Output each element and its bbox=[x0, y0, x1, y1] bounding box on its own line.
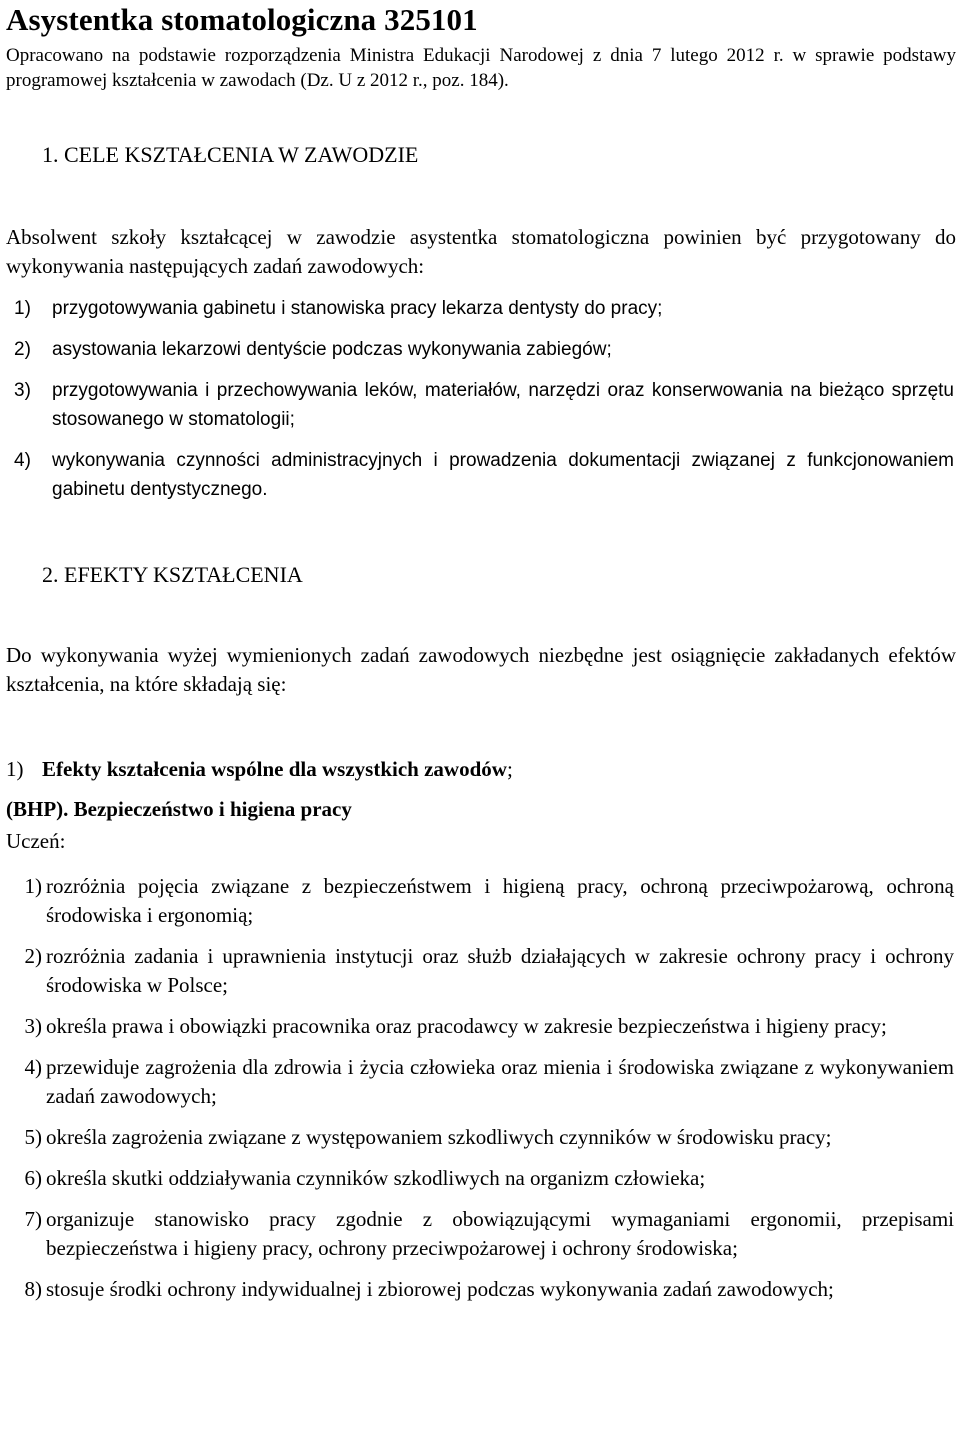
list-item-number: 1) bbox=[14, 298, 31, 319]
list-item-text: przygotowywania gabinetu i stanowiska pracy lekarza dentysty do pracy; bbox=[52, 298, 663, 319]
list-item bbox=[6, 1123, 956, 1152]
list-item-number: 4) bbox=[14, 450, 31, 471]
list-item bbox=[6, 1164, 956, 1193]
list-item-text: przygotowywania i przechowywania leków, materiałów, narzędzi oraz konserwowania na bieżąco sprzętu stosowanego w stomatologii; bbox=[52, 380, 954, 430]
list-item-text: określa prawa i obowiązki pracownika oraz pracodawcy w zakresie bezpieczeństwa i higieny pracy; bbox=[46, 1014, 887, 1038]
list-item-number: 5) bbox=[24, 1125, 42, 1149]
list-item bbox=[6, 335, 956, 364]
goals-list bbox=[6, 294, 956, 504]
section-heading-goals: 1. CELE KSZTAŁCENIA W ZAWODZIE bbox=[42, 142, 419, 167]
effects-subheading-number: 1) bbox=[6, 757, 24, 781]
list-item bbox=[6, 1205, 956, 1263]
list-item bbox=[6, 942, 956, 1000]
list-item bbox=[6, 872, 956, 930]
document-title: Asystentka stomatologiczna 325101 bbox=[6, 2, 478, 37]
list-item-text: przewiduje zagrożenia dla zdrowia i życia człowieka oraz mienia i środowiska związane z wykonywaniem zadań zawodowych; bbox=[46, 1055, 954, 1108]
student-label: Uczeń: bbox=[6, 829, 66, 853]
list-item-number: 8) bbox=[24, 1277, 42, 1301]
effects-subheading-end: ; bbox=[506, 757, 513, 781]
list-item bbox=[6, 1012, 956, 1041]
list-item bbox=[6, 446, 956, 504]
section-goals-paragraph: Absolwent szkoły kształcącej w zawodzie asystentka stomatologiczna powinien być przygotowany do wykonywania następujących zadań zawodowych: bbox=[6, 225, 956, 278]
list-item-number: 4) bbox=[24, 1055, 42, 1079]
list-item-text: określa zagrożenia związane z występowaniem szkodliwych czynników w środowisku pracy; bbox=[46, 1125, 832, 1149]
section-effects-paragraph: Do wykonywania wyżej wymienionych zadań zawodowych niezbędne jest osiągnięcie zakładanych efektów kształcenia, na które składają się: bbox=[6, 643, 956, 696]
list-item-text: stosuje środki ochrony indywidualnej i zbiorowej podczas wykonywania zadań zawodowych; bbox=[46, 1277, 834, 1301]
effects-subheading-title: Efekty kształcenia wspólne dla wszystkich zawodów bbox=[42, 757, 507, 781]
list-item bbox=[6, 1275, 956, 1304]
list-item-number: 6) bbox=[24, 1166, 42, 1190]
list-item-number: 2) bbox=[24, 944, 42, 968]
bhp-heading: (BHP). Bezpieczeństwo i higiena pracy bbox=[6, 797, 352, 821]
effects-subheading bbox=[6, 755, 956, 783]
list-item-number: 2) bbox=[14, 339, 31, 360]
list-item bbox=[6, 376, 956, 434]
list-item bbox=[6, 294, 956, 323]
list-item-text: określa skutki oddziaływania czynników szkodliwych na organizm człowieka; bbox=[46, 1166, 706, 1190]
list-item-number: 3) bbox=[24, 1014, 42, 1038]
list-item-number: 7) bbox=[24, 1207, 42, 1231]
document-intro: Opracowano na podstawie rozporządzenia Ministra Edukacji Narodowej z dnia 7 lutego 2012 r. w sprawie podstawy programowej kształcenia w zawodach (Dz. U z 2012 r., poz. 184). bbox=[6, 45, 956, 91]
list-item bbox=[6, 1053, 956, 1111]
list-item-number: 1) bbox=[24, 874, 42, 898]
list-item-text: asystowania lekarzowi dentyście podczas wykonywania zabiegów; bbox=[52, 339, 612, 360]
section-heading-effects: 2. EFEKTY KSZTAŁCENIA bbox=[42, 562, 303, 587]
list-item-text: organizuje stanowisko pracy zgodnie z obowiązującymi wymaganiami ergonomii, przepisami bezpieczeństwa i higieny pracy, ochrony przeciwpożarowej i ochrony środowiska; bbox=[46, 1207, 954, 1260]
outcomes-list bbox=[6, 872, 956, 1304]
list-item-text: rozróżnia zadania i uprawnienia instytucji oraz służb działających w zakresie ochrony pracy i ochrony środowiska w Polsce; bbox=[46, 944, 954, 997]
list-item-text: rozróżnia pojęcia związane z bezpieczeństwem i higieną pracy, ochroną przeciwpożarową, ochroną środowiska i ergonomią; bbox=[46, 874, 954, 927]
document-page bbox=[6, 0, 956, 1316]
list-item-number: 3) bbox=[14, 380, 31, 401]
list-item-text: wykonywania czynności administracyjnych i prowadzenia dokumentacji związanej z funkcjonowaniem gabinetu dentystycznego. bbox=[52, 450, 954, 500]
